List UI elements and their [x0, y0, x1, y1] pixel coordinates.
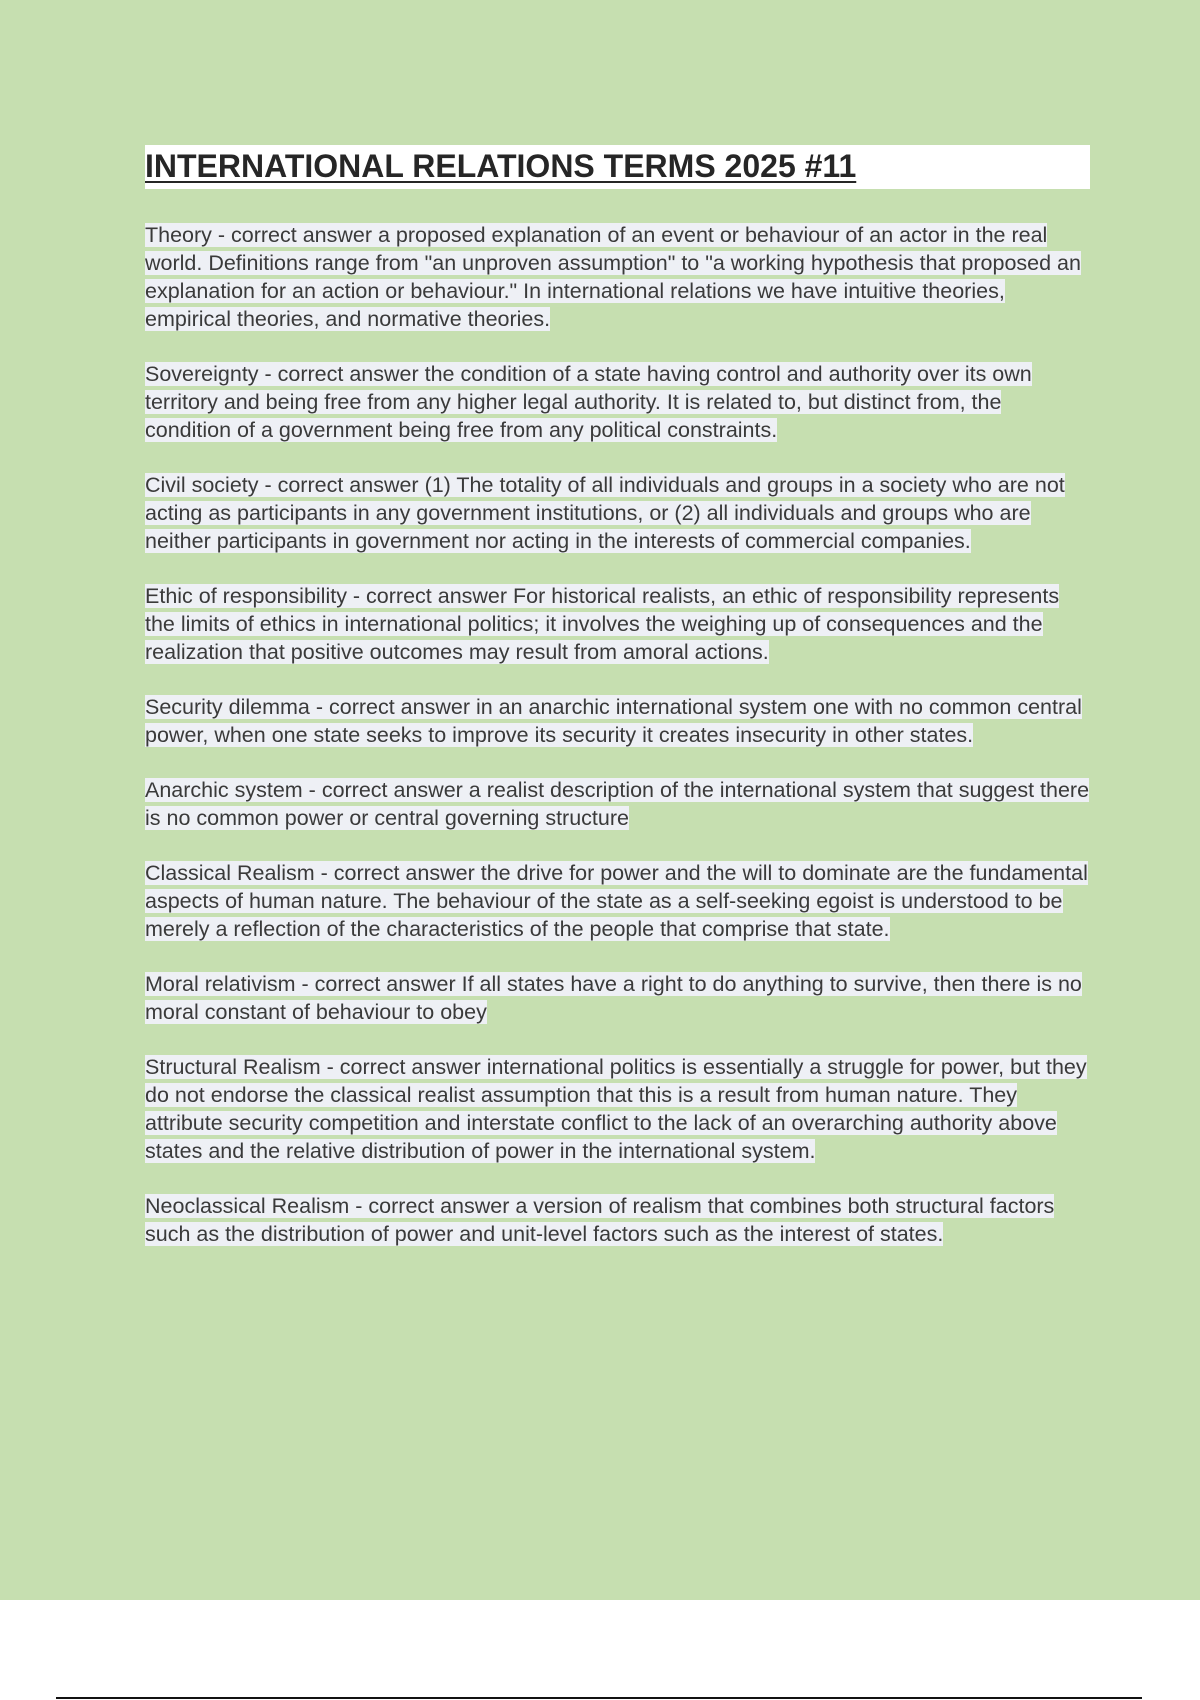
- term-text: Structural Realism - correct answer international politics is essentially a struggle for power, but they do not endorse the classical realist assumption that this is a result from human nature. They attribute security competition and interstate conflict to the lack of an overarching authority above states and the relative distribution of power in the international system.: [145, 1055, 1087, 1163]
- term-text: Security dilemma - correct answer in an anarchic international system one with no common central power, when one state seeks to improve its security it creates insecurity in other states.: [145, 695, 1082, 747]
- term-structural-realism: [145, 1053, 1090, 1165]
- term-text: Sovereignty - correct answer the condition of a state having control and authority over its own territory and being free from any higher legal authority. It is related to, but distinct from, the condition of a government being free from any political constraints.: [145, 362, 1032, 442]
- term-text: Civil society - correct answer (1) The totality of all individuals and groups in a society who are not acting as participants in any government institutions, or (2) all individuals and groups who are neither participants in government nor acting in the interests of commercial companies.: [145, 473, 1065, 553]
- term-text: Theory - correct answer a proposed explanation of an event or behaviour of an actor in the real world. Definitions range from "an unproven assumption" to "a working hypothesis that proposed an explanation for an action or behaviour." In international relations we have intuitive theories, empirical theories, and normative theories.: [145, 223, 1081, 331]
- document-title: [145, 145, 1090, 189]
- term-neoclassical-realism: [145, 1192, 1090, 1248]
- term-text: Ethic of responsibility - correct answer For historical realists, an ethic of responsibility represents the limits of ethics in international politics; it involves the weighing up of consequences and the realization that positive outcomes may result from amoral actions.: [145, 584, 1060, 664]
- term-moral-relativism: [145, 970, 1090, 1026]
- term-text: Neoclassical Realism - correct answer a version of realism that combines both structural factors such as the distribution of power and unit-level factors such as the interest of states.: [145, 1194, 1055, 1246]
- term-text: Classical Realism - correct answer the drive for power and the will to dominate are the fundamental aspects of human nature. The behaviour of the state as a self-seeking egoist is understood to be merely a reflection of the characteristics of the people that comprise that state.: [145, 861, 1088, 941]
- term-civil-society: [145, 471, 1090, 555]
- term-ethic-of-responsibility: [145, 582, 1090, 666]
- document-body: [145, 145, 1090, 1275]
- term-classical-realism: [145, 859, 1090, 943]
- term-security-dilemma: [145, 693, 1090, 749]
- term-theory: [145, 221, 1090, 333]
- term-text: Anarchic system - correct answer a realist description of the international system that suggest there is no common power or central governing structure: [145, 778, 1090, 830]
- document-title-text: INTERNATIONAL RELATIONS TERMS 2025 #11: [145, 148, 857, 184]
- footer-divider: [56, 1697, 1142, 1699]
- term-anarchic-system: [145, 776, 1090, 832]
- term-sovereignty: [145, 360, 1090, 444]
- terms-list: [145, 221, 1090, 1248]
- term-text: Moral relativism - correct answer If all states have a right to do anything to survive, then there is no moral constant of behaviour to obey: [145, 972, 1082, 1024]
